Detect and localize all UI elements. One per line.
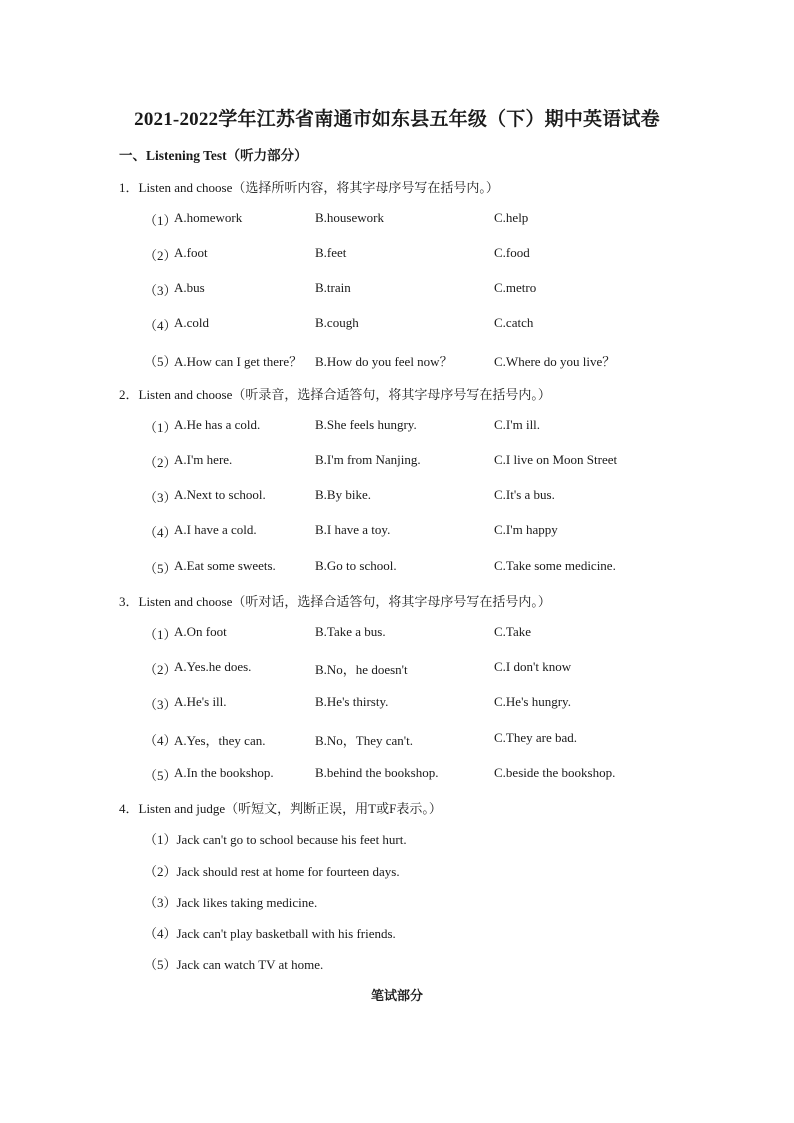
option-c: C.help — [494, 210, 529, 225]
option-a: A.foot — [174, 245, 208, 260]
option-c: C.catch — [494, 315, 534, 330]
question-1-option-row — [144, 280, 664, 300]
item-number: （3） — [144, 490, 177, 505]
judge-statement: （4）Jack can't play basketball with his friends. — [144, 926, 396, 941]
option-b: B.No，They can't. — [315, 733, 414, 748]
option-b: B.Go to school. — [315, 558, 397, 573]
question-2-prompt: 2．Listen and choose（听录音，选择合适答句，将其字母序号写在括号内。） — [119, 387, 551, 402]
option-b: B.cough — [315, 315, 359, 330]
option-b: B.Take a bus. — [315, 624, 386, 639]
item-number: （2） — [144, 248, 177, 263]
option-c: C.It's a bus. — [494, 487, 555, 502]
question-1-option-row — [144, 351, 664, 371]
option-a: A.bus — [174, 280, 205, 295]
option-c: C.They are bad. — [494, 730, 578, 745]
question-3-option-row — [144, 624, 664, 644]
item-number: （1） — [144, 213, 177, 228]
item-number: （3） — [144, 283, 177, 298]
item-number: （4） — [144, 525, 177, 540]
question-2-option-row — [144, 452, 664, 472]
question-1-option-row — [144, 315, 664, 335]
question-3-option-row — [144, 694, 664, 714]
judge-statement: （3）Jack likes taking medicine. — [144, 895, 318, 910]
option-a: A.Next to school. — [174, 487, 266, 502]
judge-statement: （5）Jack can watch TV at home. — [144, 957, 324, 972]
question-3-option-row — [144, 730, 664, 750]
option-a: A.On foot — [174, 624, 227, 639]
option-b: B.She feels hungry. — [315, 417, 417, 432]
option-c: C.I live on Moon Street — [494, 452, 618, 467]
section-heading-written: 笔试部分 — [370, 988, 423, 1003]
question-4-prompt: 4．Listen and judge（听短文，判断正误，用T或F表示。） — [119, 801, 442, 816]
question-3-option-row — [144, 765, 664, 785]
option-a: A.I'm here. — [174, 452, 233, 467]
option-c: C.Take — [494, 624, 531, 639]
question-1-option-row — [144, 245, 664, 265]
option-b: B.How do you feel now？ — [315, 354, 453, 369]
option-b: B.I have a toy. — [315, 522, 391, 537]
option-c: C.Take some medicine. — [494, 558, 616, 573]
page-title: 2021-2022学年江苏省南通市如东县五年级（下）期中英语试卷 — [134, 109, 660, 130]
option-b: B.By bike. — [315, 487, 371, 502]
option-c: C.metro — [494, 280, 537, 295]
section-heading-listening: 一、Listening Test（听力部分） — [119, 148, 308, 163]
option-a: A.I have a cold. — [174, 522, 257, 537]
question-3-option-row — [144, 659, 664, 679]
question-1-option-row — [144, 210, 664, 230]
item-number: （2） — [144, 455, 177, 470]
option-c: C.I'm happy — [494, 522, 558, 537]
option-a: A.Yes，they can. — [174, 733, 266, 748]
option-a: A.He has a cold. — [174, 417, 261, 432]
option-c: C.beside the bookshop. — [494, 765, 616, 780]
option-c: C.Where do you live？ — [494, 354, 616, 369]
option-a: A.How can I get there？ — [174, 354, 303, 369]
judge-statement: （2）Jack should rest at home for fourteen days. — [144, 864, 400, 879]
option-a: A.Yes.he does. — [174, 659, 252, 674]
option-c: C.He's hungry. — [494, 694, 571, 709]
question-2-option-row — [144, 522, 664, 542]
item-number: （4） — [144, 733, 177, 748]
option-a: A.In the bookshop. — [174, 765, 274, 780]
item-number: （3） — [144, 697, 177, 712]
question-3-prompt: 3．Listen and choose（听对话，选择合适答句，将其字母序号写在括号内。） — [119, 594, 551, 609]
option-c: C.I don't know — [494, 659, 572, 674]
option-b: B.train — [315, 280, 351, 295]
item-number: （1） — [144, 627, 177, 642]
option-b: B.No，he doesn't — [315, 662, 408, 677]
option-b: B.feet — [315, 245, 347, 260]
option-a: A.Eat some sweets. — [174, 558, 276, 573]
option-a: A.cold — [174, 315, 210, 330]
option-a: A.homework — [174, 210, 243, 225]
item-number: （1） — [144, 420, 177, 435]
question-1-prompt: 1．Listen and choose（选择所听内容，将其字母序号写在括号内。） — [119, 180, 499, 195]
option-b: B.housework — [315, 210, 384, 225]
option-c: C.food — [494, 245, 530, 260]
option-c: C.I'm ill. — [494, 417, 541, 432]
option-b: B.He's thirsty. — [315, 694, 389, 709]
option-b: B.behind the bookshop. — [315, 765, 439, 780]
item-number: （5） — [144, 561, 177, 576]
question-2-option-row — [144, 558, 664, 578]
question-2-option-row — [144, 417, 664, 437]
item-number: （4） — [144, 318, 177, 333]
option-b: B.I'm from Nanjing. — [315, 452, 421, 467]
option-a: A.He's ill. — [174, 694, 227, 709]
item-number: （5） — [144, 354, 177, 369]
item-number: （2） — [144, 662, 177, 677]
item-number: （5） — [144, 768, 177, 783]
question-2-option-row — [144, 487, 664, 507]
judge-statement: （1）Jack can't go to school because his feet hurt. — [144, 832, 407, 847]
